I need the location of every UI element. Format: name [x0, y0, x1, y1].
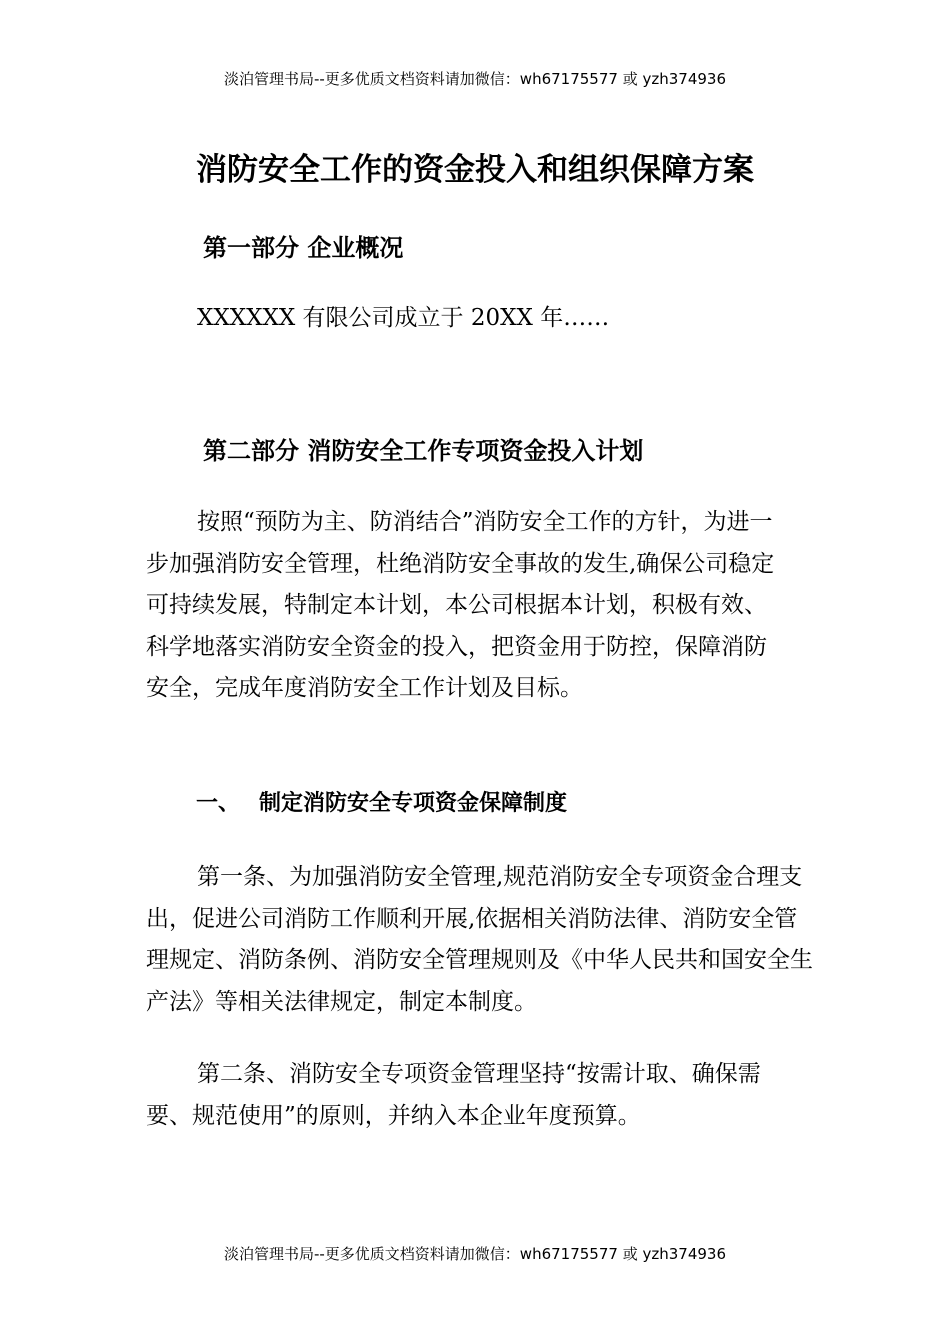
document-title: 消防安全工作的资金投入和组织保障方案	[196, 152, 754, 188]
part2-heading: 第二部分 消防安全工作专项资金投入计划	[203, 437, 644, 465]
article-one-paragraph: 第一条、为加强消防安全管理,规范消防安全专项资金合理支出，促进公司消防工作顺利开展,依据相关消防法律、消防安全管理规定、消防条例、消防安全管理规则及《中华人民共和国安全生产法》等相关法律规定，制定本制度。	[146, 864, 813, 1015]
section-one-title: 制定消防安全专项资金保障制度	[259, 791, 568, 816]
section-one-heading	[196, 788, 567, 820]
part1-heading: 第一部分 企业概况	[203, 234, 404, 262]
page-header: 淡泊管理书局--更多优质文档资料请加微信：wh67175577 或 yzh374936	[223, 70, 726, 88]
article-two-paragraph: 第二条、消防安全专项资金管理坚持“按需计取、确保需要、规范使用”的原则，并纳入本企业年度预算。	[146, 1061, 761, 1129]
company-overview-text: XXXXXX 有限公司成立于 20XX 年……	[197, 305, 610, 331]
funding-plan-intro-paragraph: 按照“预防为主、防消结合”消防安全工作的方针，为进一步加强消防安全管理，杜绝消防安全事故的发生,确保公司稳定可持续发展，特制定本计划，本公司根据本计划，积极有效、科学地落实消防安全资金的投入，把资金用于防控，保障消防安全，完成年度消防安全工作计划及目标。	[146, 509, 775, 701]
page-footer: 淡泊管理书局--更多优质文档资料请加微信：wh67175577 或 yzh374936	[223, 1245, 726, 1263]
section-one-number: 一、	[196, 791, 241, 816]
